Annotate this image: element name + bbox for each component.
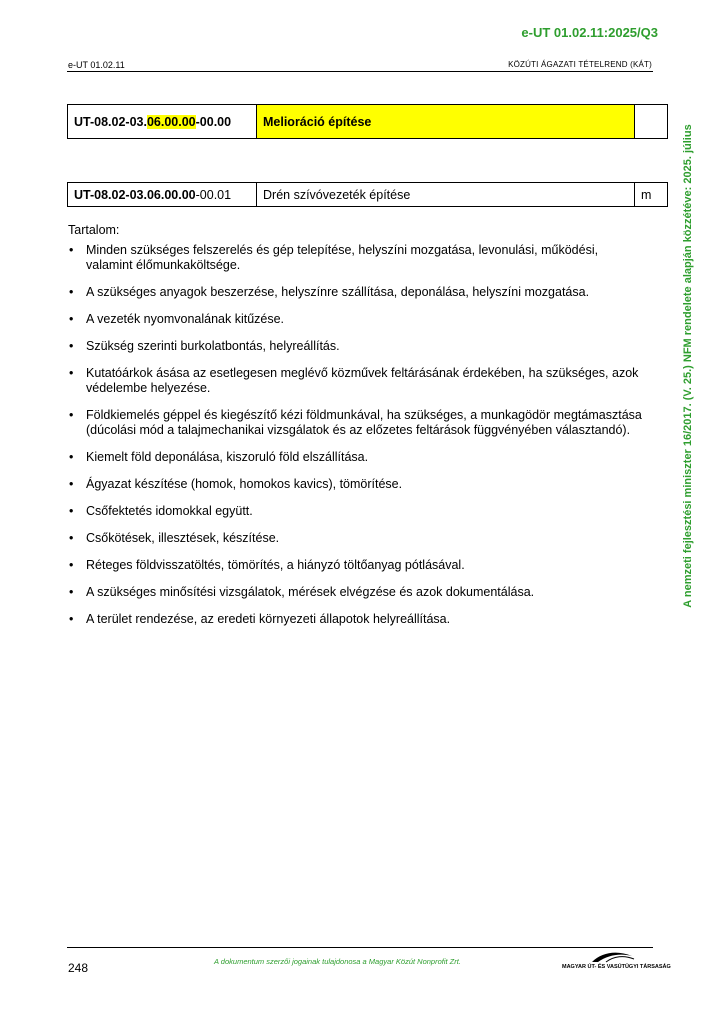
bullet-icon: • [69,285,74,299]
list-item [68,585,648,600]
header-divider [67,71,653,72]
bullet-icon: • [69,312,74,326]
list-item-text: Csőfektetés idomokkal együtt. [86,504,253,518]
bullet-icon: • [69,339,74,353]
list-item-text: Minden szükséges felszerelés és gép telepítése, helyszíni mozgatása, levonulási, működési, valamint élőmunkaköltsége. [86,243,599,272]
side-publication-note: A nemzeti fejlesztési miniszter 16/2017. (V. 25.) NFM rendelete alapján közzétéve: 2025. július [682,124,694,608]
group-name-cell: Melioráció építése [257,105,635,139]
group-code-table [67,104,668,139]
list-item-text: A szükséges anyagok beszerzése, helyszínre szállítása, deponálása, helyszíni mozgatása. [86,285,590,299]
list-item-text: Szükség szerinti burkolatbontás, helyreállítás. [86,339,340,353]
bullet-icon: • [69,585,74,599]
group-code-prefix: UT-08.02-03. [74,114,147,129]
logo-text: MAGYAR ÚT- ÉS VASÚTÜGYI TÁRSASÁG [562,964,671,970]
item-code-cell [68,183,257,207]
list-item [68,285,648,300]
list-item [68,504,648,519]
list-item [68,558,648,573]
content-list [68,243,648,639]
bullet-icon: • [69,504,74,518]
group-code-row [68,105,668,139]
bullet-icon: • [69,366,74,380]
bullet-icon: • [69,531,74,545]
list-item [68,243,648,273]
list-item [68,339,648,354]
header-left-text: e-UT 01.02.11 [68,60,125,70]
bullet-icon: • [69,450,74,464]
list-item-text: A terület rendezése, az eredeti környezeti állapotok helyreállítása. [86,612,451,626]
bullet-icon: • [69,243,74,257]
content-label: Tartalom: [68,223,120,237]
list-item [68,408,648,438]
list-item [68,612,648,627]
item-code-row [68,183,668,207]
item-code-table [67,182,668,207]
bullet-icon: • [69,408,74,422]
list-item [68,477,648,492]
group-unit-cell [635,105,668,139]
list-item-text: Ágyazat készítése (homok, homokos kavics), tömörítése. [86,477,403,491]
document-code: e-UT 01.02.11:2025/Q3 [521,25,658,40]
group-code-suffix: -00.00 [195,114,232,129]
group-code-highlight: 06.00.00 [146,114,196,129]
company-logo [562,950,671,974]
list-item-text: A vezeték nyomvonalának kitűzése. [86,312,285,326]
list-item-text: Réteges földvisszatöltés, tömörítés, a hiányzó töltőanyag pótlásával. [86,558,465,572]
list-item-text: A szükséges minősítési vizsgálatok, mérések elvégzése és azok dokumentálása. [86,585,535,599]
list-item [68,366,648,396]
list-item [68,531,648,546]
item-name-cell: Drén szívóvezeték építése [257,183,635,207]
group-code-cell [68,105,257,139]
logo-swoosh-icon [562,950,654,964]
bullet-icon: • [69,558,74,572]
list-item-text: Földkiemelés géppel és kiegészítő kézi földmunkával, ha szükséges, a munkagödör megtámasztása (dúcolási mód a talajmechanikai vizsgálatok és az előzetes feltárások függvényében választandó). [86,408,642,437]
list-item [68,450,648,465]
list-item [68,312,648,327]
list-item-text: Kiemelt föld deponálása, kiszoruló föld elszállítása. [86,450,369,464]
list-item-text: Kutatóárkok ásása az esetlegesen meglévő közművek feltárásának érdekében, ha szükséges, azok védelembe helyezése. [86,366,639,395]
bullet-icon: • [69,612,74,626]
list-item-text: Csőkötések, illesztések, készítése. [86,531,280,545]
item-code-rest: -00.01 [195,187,232,202]
footer-divider [67,947,653,948]
item-unit-cell: m [635,183,668,207]
item-code-bold: UT-08.02-03.06.00.00 [74,187,196,202]
page-number: 248 [68,961,89,975]
header-right-text: KÖZÚTI ÁGAZATI TÉTELREND (KÁT) [508,60,652,69]
bullet-icon: • [69,477,74,491]
copyright-notice: A dokumentum szerzői jogainak tulajdonosa a Magyar Közút Nonprofit Zrt. [214,957,461,966]
